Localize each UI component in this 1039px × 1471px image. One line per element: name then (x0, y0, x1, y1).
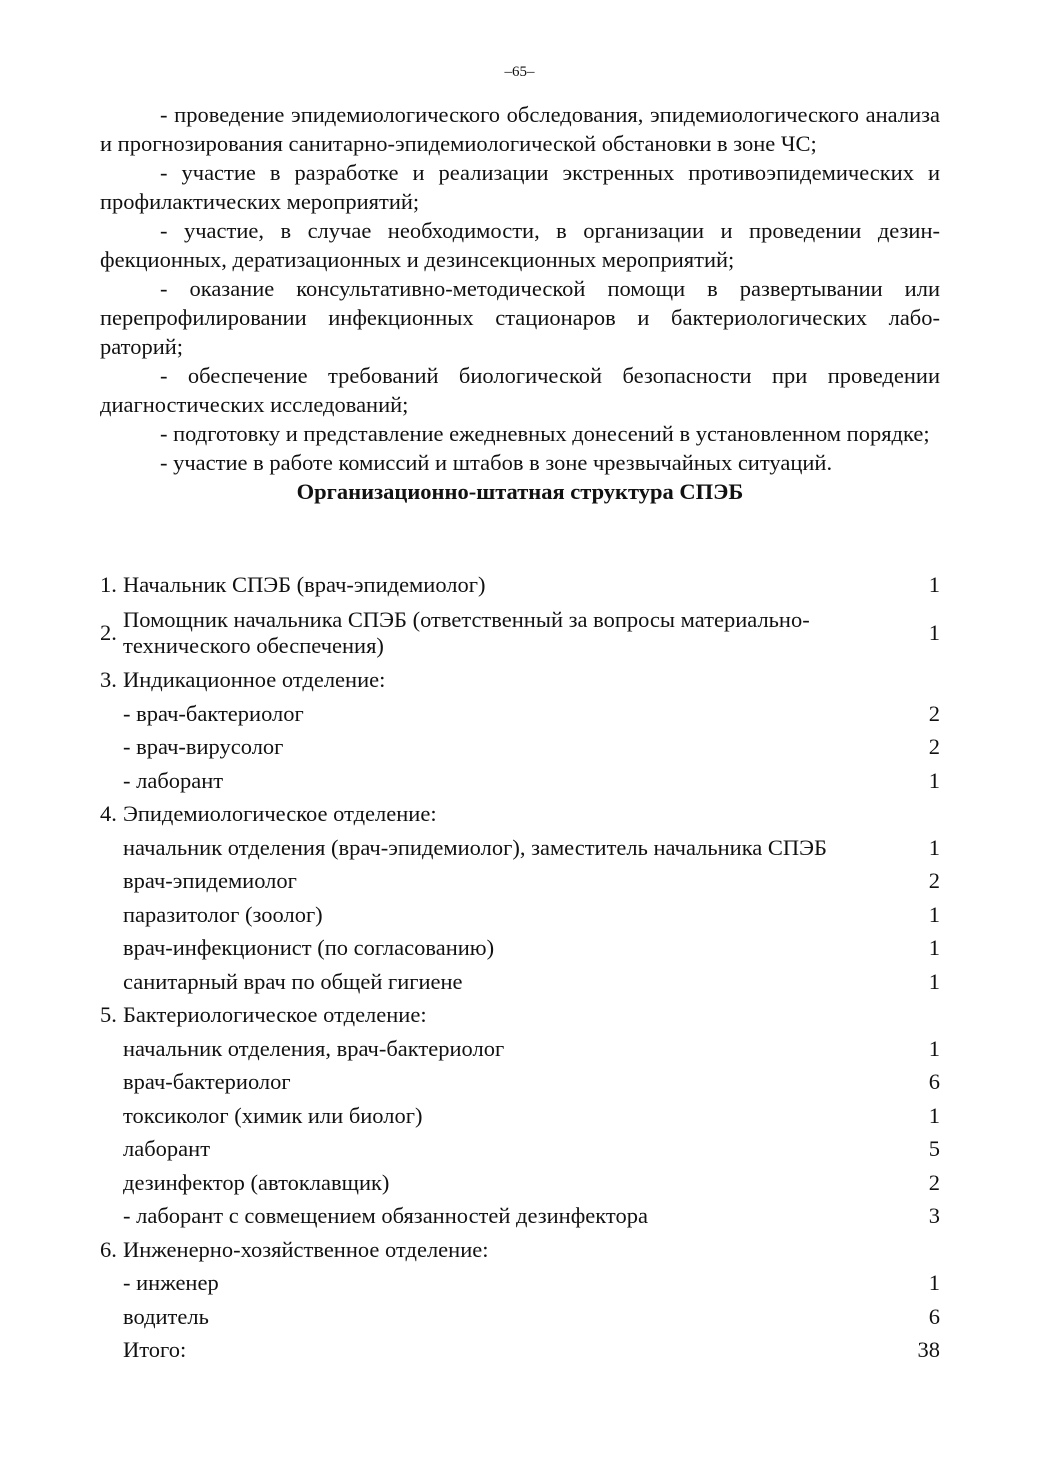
row-count: 2 (928, 734, 940, 760)
staff-row (100, 1166, 940, 1200)
row-count: 6 (928, 1303, 940, 1329)
total-row (100, 1334, 940, 1368)
paragraph: - обеспечение требований биологической безопасности при проведении диагностических исследований; (100, 363, 940, 417)
paragraph: - участие, в случае необходимости, в организации и проведении дезин-фекционных, дератизационных и дезинсекционных мероприятий; (100, 218, 940, 272)
staff-row (100, 1300, 940, 1334)
paragraph: - проведение эпидемиологического обследования, эпидемиологического анализа и прогнозирования санитарно-эпидемиологической обстановки в зоне ЧС; (100, 102, 940, 156)
row-label: врач-инфекционист (по согласованию) (123, 935, 495, 961)
row-number: 5. (100, 1002, 117, 1028)
row-number: 2. (100, 619, 117, 645)
row-number: 6. (100, 1236, 117, 1262)
staff-row (100, 1267, 940, 1301)
staff-row (100, 1066, 940, 1100)
row-label: - инженер (123, 1270, 219, 1296)
row-label: врач-эпидемиолог (123, 868, 297, 894)
staff-row (100, 1032, 940, 1066)
section-title: Организационно-штатная структура СПЭБ (296, 479, 744, 504)
row-count: 2 (928, 1169, 940, 1195)
staff-row (100, 1099, 940, 1133)
paragraph: - оказание консультативно-методической помощи в развертывании или перепрофилировании инфекционных стационаров и бактериологических лабо-раторий; (100, 276, 940, 359)
row-count: 1 (928, 1102, 940, 1128)
row-count: 1 (928, 834, 940, 860)
page-number: –65– (504, 64, 535, 80)
row-count: 1 (928, 1035, 940, 1061)
staff-row (100, 1200, 940, 1234)
row-label: Эпидемиологическое отделение: (123, 801, 437, 827)
total-count: 38 (917, 1337, 940, 1363)
total-label: Итого: (123, 1337, 187, 1363)
row-count: 1 (928, 1270, 940, 1296)
row-label: дезинфектор (автоклавщик) (123, 1169, 390, 1195)
row-label: паразитолог (зоолог) (123, 901, 323, 927)
staff-row (100, 731, 940, 765)
row-label: санитарный врач по общей гигиене (123, 968, 463, 994)
row-count: 3 (928, 1203, 940, 1229)
row-label: Индикационное отделение: (123, 667, 386, 693)
row-count: 1 (928, 571, 940, 597)
row-label: Начальник СПЭБ (врач-эпидемиолог) (123, 571, 486, 597)
row-number: 4. (100, 801, 117, 827)
row-count: 6 (928, 1069, 940, 1095)
paragraph: - подготовку и представление ежедневных донесений в установленном порядке; (160, 421, 930, 446)
row-label: водитель (123, 1303, 209, 1329)
row-count: 2 (928, 700, 940, 726)
staff-row (100, 1233, 940, 1267)
row-label: Инженерно-хозяйственное отделение: (123, 1236, 489, 1262)
row-label: Бактериологическое отделение: (123, 1002, 427, 1028)
row-number: 3. (100, 667, 117, 693)
row-label: - врач-вирусолог (123, 734, 284, 760)
row-count: 1 (928, 901, 940, 927)
body-text (100, 100, 940, 506)
staff-row (100, 831, 940, 865)
staff-list (100, 568, 940, 1367)
row-number: 1. (100, 571, 117, 597)
row-label: токсиколог (химик или биолог) (123, 1102, 423, 1128)
paragraph: - участие в работе комиссий и штабов в зоне чрезвычайных ситуаций. (160, 450, 833, 475)
staff-row (100, 932, 940, 966)
staff-row (100, 865, 940, 899)
staff-row (100, 798, 940, 832)
row-label: - лаборант с совмещением обязанностей дезинфектора (123, 1203, 648, 1229)
staff-row (100, 764, 940, 798)
row-label: - лаборант (123, 767, 224, 793)
row-count: 1 (928, 767, 940, 793)
staff-row (100, 568, 940, 602)
row-label: начальник отделения, врач-бактериолог (123, 1035, 505, 1061)
row-label: начальник отделения (врач-эпидемиолог), заместитель начальника СПЭБ (123, 834, 827, 860)
staff-row (100, 664, 940, 698)
row-label: Помощник начальника СПЭБ (ответственный за вопросы материально-технического обеспечения) (123, 606, 810, 658)
staff-row (100, 898, 940, 932)
row-label: - врач-бактериолог (123, 700, 304, 726)
staff-row (100, 999, 940, 1033)
row-count: 2 (928, 868, 940, 894)
staff-row (100, 602, 940, 664)
row-count: 1 (928, 619, 940, 645)
row-count: 5 (928, 1136, 940, 1162)
staff-row (100, 965, 940, 999)
staff-row (100, 697, 940, 731)
row-count: 1 (928, 935, 940, 961)
paragraph: - участие в разработке и реализации экстренных противоэпидемических и профилактических мероприятий; (100, 160, 940, 214)
row-count: 1 (928, 968, 940, 994)
row-label: лаборант (123, 1136, 211, 1162)
staff-row (100, 1133, 940, 1167)
row-label: врач-бактериолог (123, 1069, 291, 1095)
